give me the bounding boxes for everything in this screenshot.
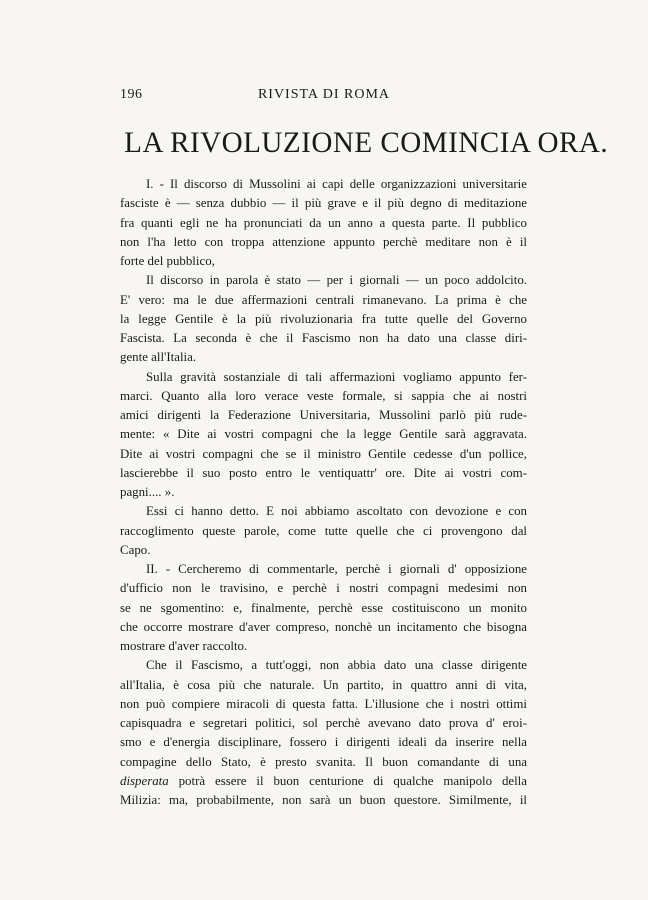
- running-head: RIVISTA DI ROMA: [257, 87, 391, 102]
- text-line: all'Italia, è cosa più che naturale. Un partito, in quattro anni di vita,: [120, 677, 527, 692]
- text-line: mente: « Dite ai vostri compagni che la legge Gentile sarà aggravata.: [120, 427, 527, 442]
- text-line: capisquadra e segretari politici, sol perchè avevano dato prova d' eroi-: [120, 716, 527, 730]
- text-line: Dite ai vostri compagni che se il ministro Gentile cedesse d'un pollice,: [120, 446, 527, 461]
- text-line: raccoglimento queste parole, come tutte quelle che ci provengono dal: [120, 523, 527, 538]
- text-line: Sulla gravità sostanziale di tali affermazioni vogliamo appunto fer-: [146, 369, 527, 384]
- text-line: marci. Quanto alla loro verace veste formale, si sappia che ai nostri: [120, 388, 527, 403]
- text-line: forte del pubblico,: [120, 254, 215, 268]
- text-line: compagine dello Stato, è presto svanita. Il buon comandante di una: [120, 754, 527, 769]
- text-line: pagni.... ».: [120, 485, 175, 499]
- emphasized-word: disperata: [120, 773, 169, 788]
- text-line: fasciste è — senza dubbio — il più grave e il più degno di meditazione: [120, 196, 527, 211]
- text-line: [120, 772, 527, 791]
- text-line: Il discorso in parola è stato — per i giornali — un poco addolcito.: [146, 273, 527, 288]
- text-line: se ne sgomentino: e, finalmente, perchè esse costituiscono un monito: [120, 600, 527, 615]
- article-body: [120, 175, 527, 810]
- text-line: non può compiere miracoli di questa fatta. L'illusione che i nostri ottimi: [120, 696, 527, 711]
- text-line: II. - Cercheremo di commentarle, perchè i giornali d' opposizione: [146, 562, 527, 576]
- text-line: Essi ci hanno detto. E noi abbiamo ascoltato con devozione e con: [146, 504, 527, 519]
- text-line: gente all'Italia.: [120, 350, 197, 365]
- text-line: la legge Gentile è la più rivoluzionaria fra tutte quelle del Governo: [120, 311, 527, 326]
- text-line-segment: potrà essere il buon centurione di qualche manipolo della: [168, 773, 527, 788]
- text-line: E' vero: ma le due affermazioni centrali rimanevano. La prima è che: [120, 292, 527, 307]
- article-title: LA RIVOLUZIONE COMINCIA ORA.: [124, 126, 609, 159]
- text-line: fra quanti egli ne ha pronunciati da un anno a questa parte. Il pubblico: [120, 215, 527, 230]
- text-line: Fascista. La seconda è che il Fascismo non ha dato una classe diri-: [120, 331, 527, 345]
- text-line: d'ufficio non le travisino, e perchè i nostri compagni medesimi non: [120, 581, 527, 596]
- text-line: I. - Il discorso di Mussolini ai capi delle organizzazioni universitarie: [146, 177, 527, 191]
- text-line: smo e d'energia disciplinare, fossero i dirigenti ideali da inserire nella: [120, 735, 527, 750]
- text-line: Capo.: [120, 542, 151, 557]
- text-line: che occorre mostrare d'aver compreso, nonchè un incitamento che bisogna: [120, 619, 527, 634]
- page-number: 196: [120, 87, 143, 102]
- text-line: Milizia: ma, probabilmente, non sarà un buon questore. Similmente, il: [120, 793, 527, 807]
- text-line: Che il Fascismo, a tutt'oggi, non abbia dato una classe dirigente: [146, 658, 527, 673]
- text-line: mostrare d'aver raccolto.: [120, 639, 248, 653]
- text-line: non l'ha letto con troppa attenzione appunto perchè meditare non è il: [120, 234, 527, 249]
- text-line: lascierebbe il suo posto entro le ventiquattr' ore. Dite ai vostri com-: [120, 465, 527, 480]
- text-line: amici dirigenti la Federazione Universitaria, Mussolini parlò più rude-: [120, 408, 527, 422]
